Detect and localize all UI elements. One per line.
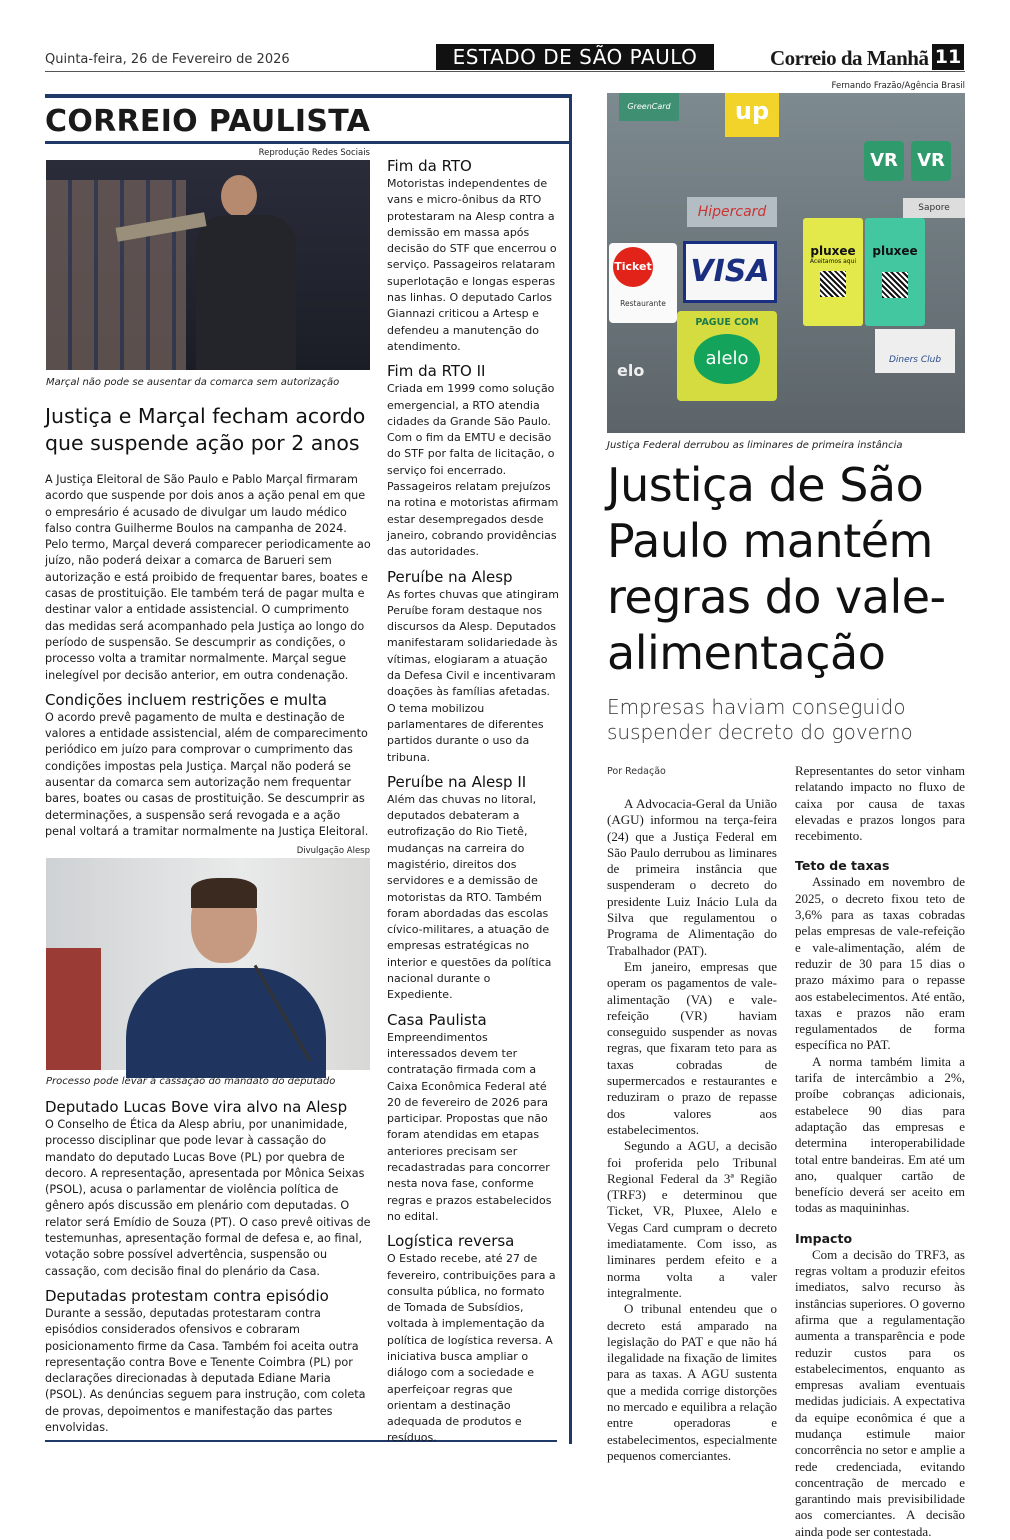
- sign-visa: VISA: [683, 241, 777, 303]
- sign-restaurante: Restaurante: [620, 299, 666, 308]
- main-headline: Justiça de São Paulo mantém regras do vale-alimentação: [607, 458, 946, 680]
- note-title: Casa Paulista: [387, 1010, 487, 1029]
- note-body: Além das chuvas no litoral, deputados debateram a eutrofização do Rio Tietê, mudanças na carreira do magistério, direitos dos servidores e a demissão de motoristas da RTO. Também foram abordadas das escolas cívico-militares, a atuação de empresas estratégicas no interior e questões da política nacional durante o Expediente.: [387, 792, 552, 1002]
- article-body: Durante a sessão, deputadas protestaram contra episódios considerados ofensivos e cobraram posicionamento firme da Casa. Também foi aceita outra representação contra Bove e Tenente Coimbra (PL) por declarações direcionadas à deputada Ediane Maria (PSOL). As denúncias seguem para instrução, com coleta de provas, depoimentos e manifestação das partes envolvidas.: [45, 1306, 366, 1435]
- article-body: O Conselho de Ética da Alesp abriu, por unanimidade, processo disciplinar que pode levar à cassação do mandato do deputado Lucas Bove (PL) por quebra de decoro. A representação, apresentada por Mônica Seixas (PSOL), acusa o parlamentar de violência política de gênero após discussão em plenário com deputadas. O relator será Emídio de Souza (PT). O caso prevê oitivas de testemunhas, apresentação formal de defesa e, ao final, votação sobre possível advertência, suspensão ou cassação, com decisão final do plenário da Casa.: [45, 1118, 371, 1278]
- note-item: [387, 772, 559, 1004]
- note-title: Logística reversa: [387, 1232, 515, 1251]
- column-title: CORREIO PAULISTA: [45, 104, 371, 139]
- byline: Por Redação: [607, 766, 666, 777]
- photo-credit: Fernando Frazão/Agência Brasil: [831, 81, 965, 91]
- note-title: Peruíbe na Alesp II: [387, 772, 527, 791]
- issue-date: Quinta-feira, 26 de Fevereiro de 2026: [45, 52, 290, 67]
- sign-pluxee: pluxee: [810, 244, 856, 258]
- sign-greencard: GreenCard: [619, 93, 679, 121]
- notes-column: [387, 156, 559, 1447]
- photo-lucas-bove: [46, 858, 370, 1070]
- article-paragraph: Em janeiro, empresas que operam os pagamentos de vale-alimentação (VA) e vale-refeição (VR) haviam conseguido suspender as novas regras, que fixaram teto para as taxas cobradas de supermercados e restaurantes e reduziram o prazo de repasse dos valores aos estabelecimentos.: [607, 958, 777, 1137]
- article-headline: Justiça e Marçal fecham acordo que suspende ação por 2 anos: [45, 404, 366, 455]
- sign-pluxee-card: [865, 218, 925, 326]
- sign-alelo-card: [677, 311, 777, 401]
- article-paragraph: Com a decisão do TRF3, as regras voltam a produzir efeitos imediatos, salvo recurso às instâncias superiores. O governo afirma que a regulamentação aumenta a transparência e pode reduzir custos para os estabelecimentos, enquanto as empresas avaliam eventuais medidas judiciais. A expectativa da equipe econômica é que a mudança estimule maior concorrência no setor e amplie a rede credenciada, evitando concentração de mercado e garantindo mais previsibilidade aos comerciantes. A decisão ainda pode ser contestada.: [795, 1246, 965, 1539]
- sign-ticket-card: [609, 243, 677, 323]
- photo-meal-card-signs: [607, 93, 965, 433]
- article-body: O acordo prevê pagamento de multa e destinação de valores a entidade assistencial, além de comparecimento periódico em juízo para comprovar o cumprimento das condições impostas pela Justiça. Marçal não poderá se ausentar da comarca sem autorização nem frequentar bares, boates ou casas de prostituição. Se descumprir as determinações, a suspensão será revogada e a ação penal voltará a tramitar normalmente na Justiça Eleitoral.: [45, 710, 369, 838]
- sign-pluxee: pluxee: [872, 244, 918, 258]
- sign-diners: Diners Club: [875, 329, 955, 373]
- subheading: Condições incluem restrições e multa: [45, 690, 327, 709]
- sign-pluxee-card: [803, 218, 863, 326]
- article-column-2: [795, 763, 965, 1539]
- note-body: O Estado recebe, até 27 de fevereiro, contribuições para a consulta pública, no formato de Tomada de Subsídios, voltada à implementação da política de logística reversa. A iniciativa busca ampliar o diálogo com a sociedade e aperfeiçoar regras que orientam a destinação adequada de produtos e resíduos.: [387, 1252, 556, 1445]
- sign-alelo: alelo: [694, 334, 760, 384]
- photo-caption: Processo pode levar à cassação do mandato do deputado: [46, 1076, 336, 1087]
- sign-vr: VR: [864, 141, 904, 181]
- note-body: Criada em 1999 como solução emergencial, a RTO atendia cidades da Grande São Paulo. Com o fim da EMTU e decisão do STF por falta de licitação, o serviço foi encerrado. Passageiros relatam prejuízos na rotina e motoristas afirmam estar desempregados desde janeiro, cobrando providências das autoridades.: [387, 382, 559, 559]
- sign-ticket: Ticket: [613, 247, 653, 287]
- note-item: [387, 1231, 559, 1447]
- newspaper-logo: Correio da Manhã: [770, 46, 929, 70]
- subheading: Deputadas protestam contra episódio: [45, 1286, 329, 1305]
- sign-pague-com: PAGUE COM: [695, 317, 759, 328]
- note-item: [387, 567, 559, 766]
- sign-up: up: [725, 93, 779, 137]
- header-divider: [45, 71, 965, 72]
- sign-vr: VR: [911, 141, 951, 181]
- note-title: Fim da RTO II: [387, 362, 486, 381]
- note-body: Motoristas independentes de vans e micro-ônibus da RTO protestaram na Alesp contra a demissão em massa após decisão do STF que encerrou o serviço. Passageiros relataram superlotação e longas esperas nas linhas. O deputado Carlos Giannazi criticou a Artesp e defendeu a manutenção do atendimento.: [387, 177, 557, 353]
- section-heading: Impacto: [795, 1230, 853, 1246]
- section-heading: Teto de taxas: [795, 858, 890, 874]
- sign-elo: elo: [617, 361, 645, 380]
- main-subheadline: Empresas haviam conseguido suspender decreto do governo: [607, 695, 913, 744]
- article-body: A Justiça Eleitoral de São Paulo e Pablo Marçal firmaram acordo que suspende por dois anos a ação penal em que o empresário é acusado de divulgar um laudo médico falso contra Guilherme Boulos na campanha de 2024. Pelo termo, Marçal deverá comparecer periodicamente ao juízo, não poderá deixar a comarca de Barueri sem autorização e está proibido de frequentar bares, boates e casas de prostituição. Ele também terá de pagar multa e destinar valor a entidade assistencial. O cumprimento das medidas será acompanhado pela Justiça ao longo do período de suspensão. Se descumprir as condições, o processo volta a tramitar normalmente. Marçal segue inelegível por decisão anterior, em outra condenação.: [45, 473, 371, 682]
- photo-caption: Marçal não pode se ausentar da comarca sem autorização: [46, 377, 340, 388]
- note-body: As fortes chuvas que atingiram Peruíbe foram destaque nos discursos da Alesp. Deputados manifestaram solidariedade às vítimas, elogiaram a atuação da Defesa Civil e incentivaram doações às famílias afetadas. O tema mobilizou parlamentares de diferentes partidos durante o uso da tribuna.: [387, 587, 559, 764]
- article-column-1: [607, 796, 777, 1464]
- subheading: Deputado Lucas Bove vira alvo na Alesp: [45, 1098, 348, 1116]
- section-label: ESTADO DE SÃO PAULO: [436, 44, 714, 70]
- column-top-rule: [45, 94, 572, 98]
- note-item: [387, 361, 559, 560]
- note-title: Fim da RTO: [387, 157, 472, 175]
- note-title: Peruíbe na Alesp: [387, 567, 513, 586]
- note-item: [387, 156, 559, 355]
- page-number: 11: [932, 44, 964, 70]
- note-item: [387, 1010, 559, 1226]
- article-paragraph: O tribunal entendeu que o decreto está amparado na legislação do PAT e que não há ilegalidade na fixação de limites para as taxas. A AGU sustenta que a medida corrige distorções no mercado e equilibra a relação entre operadoras e estabelecimentos, especialmente pequenos comerciantes.: [607, 1301, 777, 1463]
- article-paragraph: A norma também limita a tarifa de intercâmbio a 2%, proíbe cobranças adicionais, estabelece 90 dias para adaptação das empresas e determina interoperabilidade total entre bandeiras. Em até um ano, qualquer cartão de benefício deverá ser aceito em todas as maquininhas.: [795, 1053, 965, 1216]
- sign-aceitamos: Aceitamos aqui: [809, 258, 857, 265]
- article-paragraph: Representantes do setor vinham relatando impacto no fluxo de caixa por causa de taxas elevadas e prazos longos para recebimento.: [795, 763, 965, 844]
- column-title-rule: [45, 141, 570, 144]
- sign-sapore: Sapore: [903, 198, 965, 218]
- photo-credit: Reprodução Redes Sociais: [258, 148, 370, 158]
- note-body: Empreendimentos interessados devem ter contratação firmada com a Caixa Econômica Federal até 20 de fevereiro de 2026 para participar. Propostas que não foram atendidas em etapas anteriores precisam ser recadastradas para concorrer nesta nova fase, conforme regras e prazos estabelecidos no edital.: [387, 1030, 552, 1223]
- article-paragraph: Segundo a AGU, a decisão foi proferida pelo Tribunal Regional Federal da 3ª Região (TRF3) e determinou que Ticket, VR, Pluxee, Alelo e Vegas Card cumpram o decreto imediatamente. Com isso, as liminares perdem efeito e a norma volta a valer integralmente.: [607, 1138, 777, 1300]
- article-paragraph: A Advocacia-Geral da União (AGU) informou na terça-feira (24) que a Justiça Federal em São Paulo derrubou as liminares de primeira instância que suspenderam o decreto do presidente Luiz Inácio Lula da Silva que regulamentou o Programa de Alimentação do Trabalhador (PAT).: [607, 796, 777, 958]
- column-side-rule: [569, 94, 572, 1444]
- sign-hipercard: Hipercard: [687, 197, 777, 227]
- photo-marcal: [46, 160, 370, 370]
- photo-caption: Justiça Federal derrubou as liminares de primeira instância: [607, 440, 903, 451]
- article-paragraph: Assinado em novembro de 2025, o decreto fixou teto de 3,6% para as taxas cobradas pelas empresas de vale-refeição e vale-alimentação, além de reduzir de 30 para 15 dias o prazo máximo para o repasse aos estabelecimentos. Até então, taxas e prazos não eram regulamentados de forma específica no PAT.: [795, 874, 965, 1053]
- photo-credit: Divulgação Alesp: [296, 846, 370, 856]
